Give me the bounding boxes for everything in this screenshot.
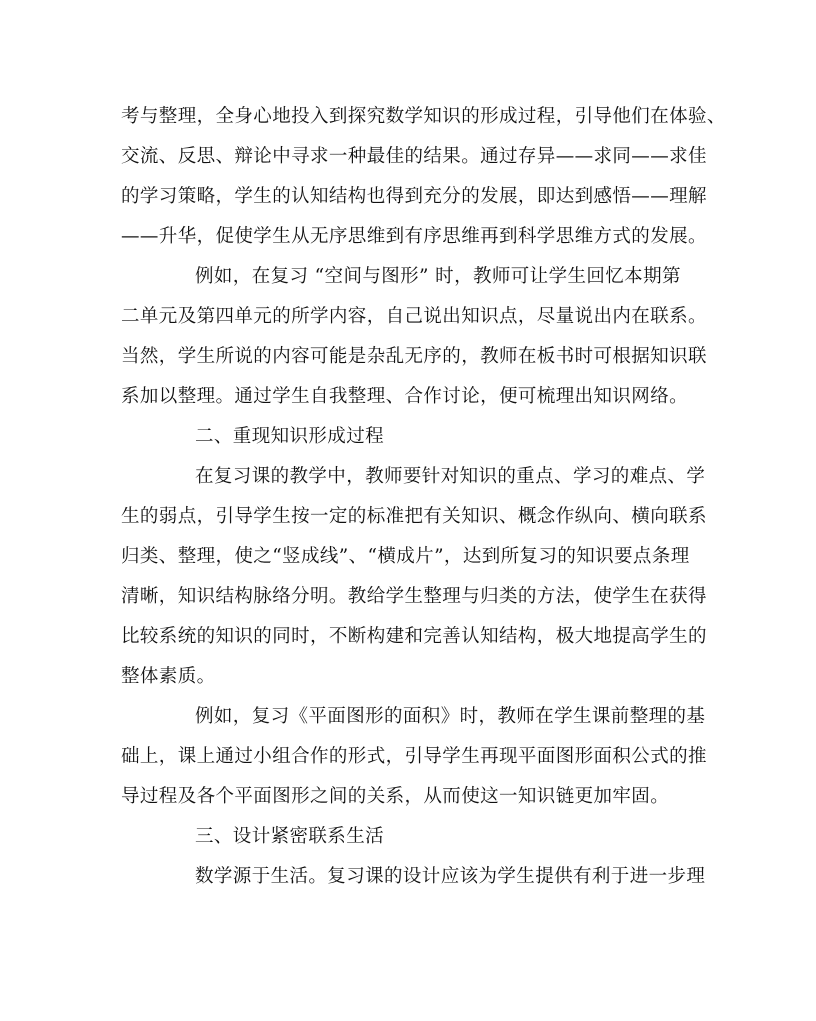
paragraph-line: 二单元及第四单元的所学内容，自己说出知识点，尽量说出内在联系。 (121, 306, 707, 327)
paragraph-line: 清晰，知识结构脉络分明。教给学生整理与归类的方法，使学生在获得 (121, 586, 707, 607)
paragraph-line: 在复习课的教学中，教师要针对知识的重点、学习的难点、学 (195, 466, 706, 487)
paragraph-line: 的学习策略，学生的认知结构也得到充分的发展，即达到感悟——理解 (121, 186, 707, 207)
paragraph-line: 交流、反思、辩论中寻求一种最佳的结果。通过存异——求同——求佳 (121, 146, 707, 167)
paragraph-line: 生的弱点，引导学生按一定的标准把有关知识、概念作纵向、横向联系 (121, 506, 707, 527)
paragraph-line: 考与整理，全身心地投入到探究数学知识的形成过程，引导他们在体验、 (121, 106, 726, 127)
section-heading: 三、设计紧密联系生活 (195, 826, 385, 847)
paragraph-line: 导过程及各个平面图形之间的关系，从而使这一知识链更加牢固。 (121, 786, 670, 807)
section-heading: 二、重现知识形成过程 (195, 426, 385, 447)
paragraph-line: 当然，学生所说的内容可能是杂乱无序的，教师在板书时可根据知识联 (121, 346, 707, 367)
paragraph-line: 数学源于生活。复习课的设计应该为学生提供有利于进一步理 (195, 866, 706, 887)
paragraph-line: ——升华，促使学生从无序思维到有序思维再到科学思维方式的发展。 (121, 226, 707, 247)
paragraph-line: 例如，复习《平面图形的面积》时，教师在学生课前整理的基 (195, 706, 706, 727)
paragraph-line: 系加以整理。通过学生自我整理、合作讨论，便可梳理出知识网络。 (121, 386, 689, 407)
paragraph-line: 归类、整理，使之“竖成线”、“横成片”，达到所复习的知识要点条理 (121, 546, 690, 567)
paragraph-line: 例如，在复习 “空间与图形” 时，教师可让学生回忆本期第 (195, 266, 681, 287)
document-body (121, 97, 726, 897)
paragraph-line: 础上，课上通过小组合作的形式，引导学生再现平面图形面积公式的推 (121, 746, 707, 767)
paragraph-line: 整体素质。 (121, 666, 216, 687)
paragraph-line: 比较系统的知识的同时，不断构建和完善认知结构，极大地提高学生的 (121, 626, 707, 647)
